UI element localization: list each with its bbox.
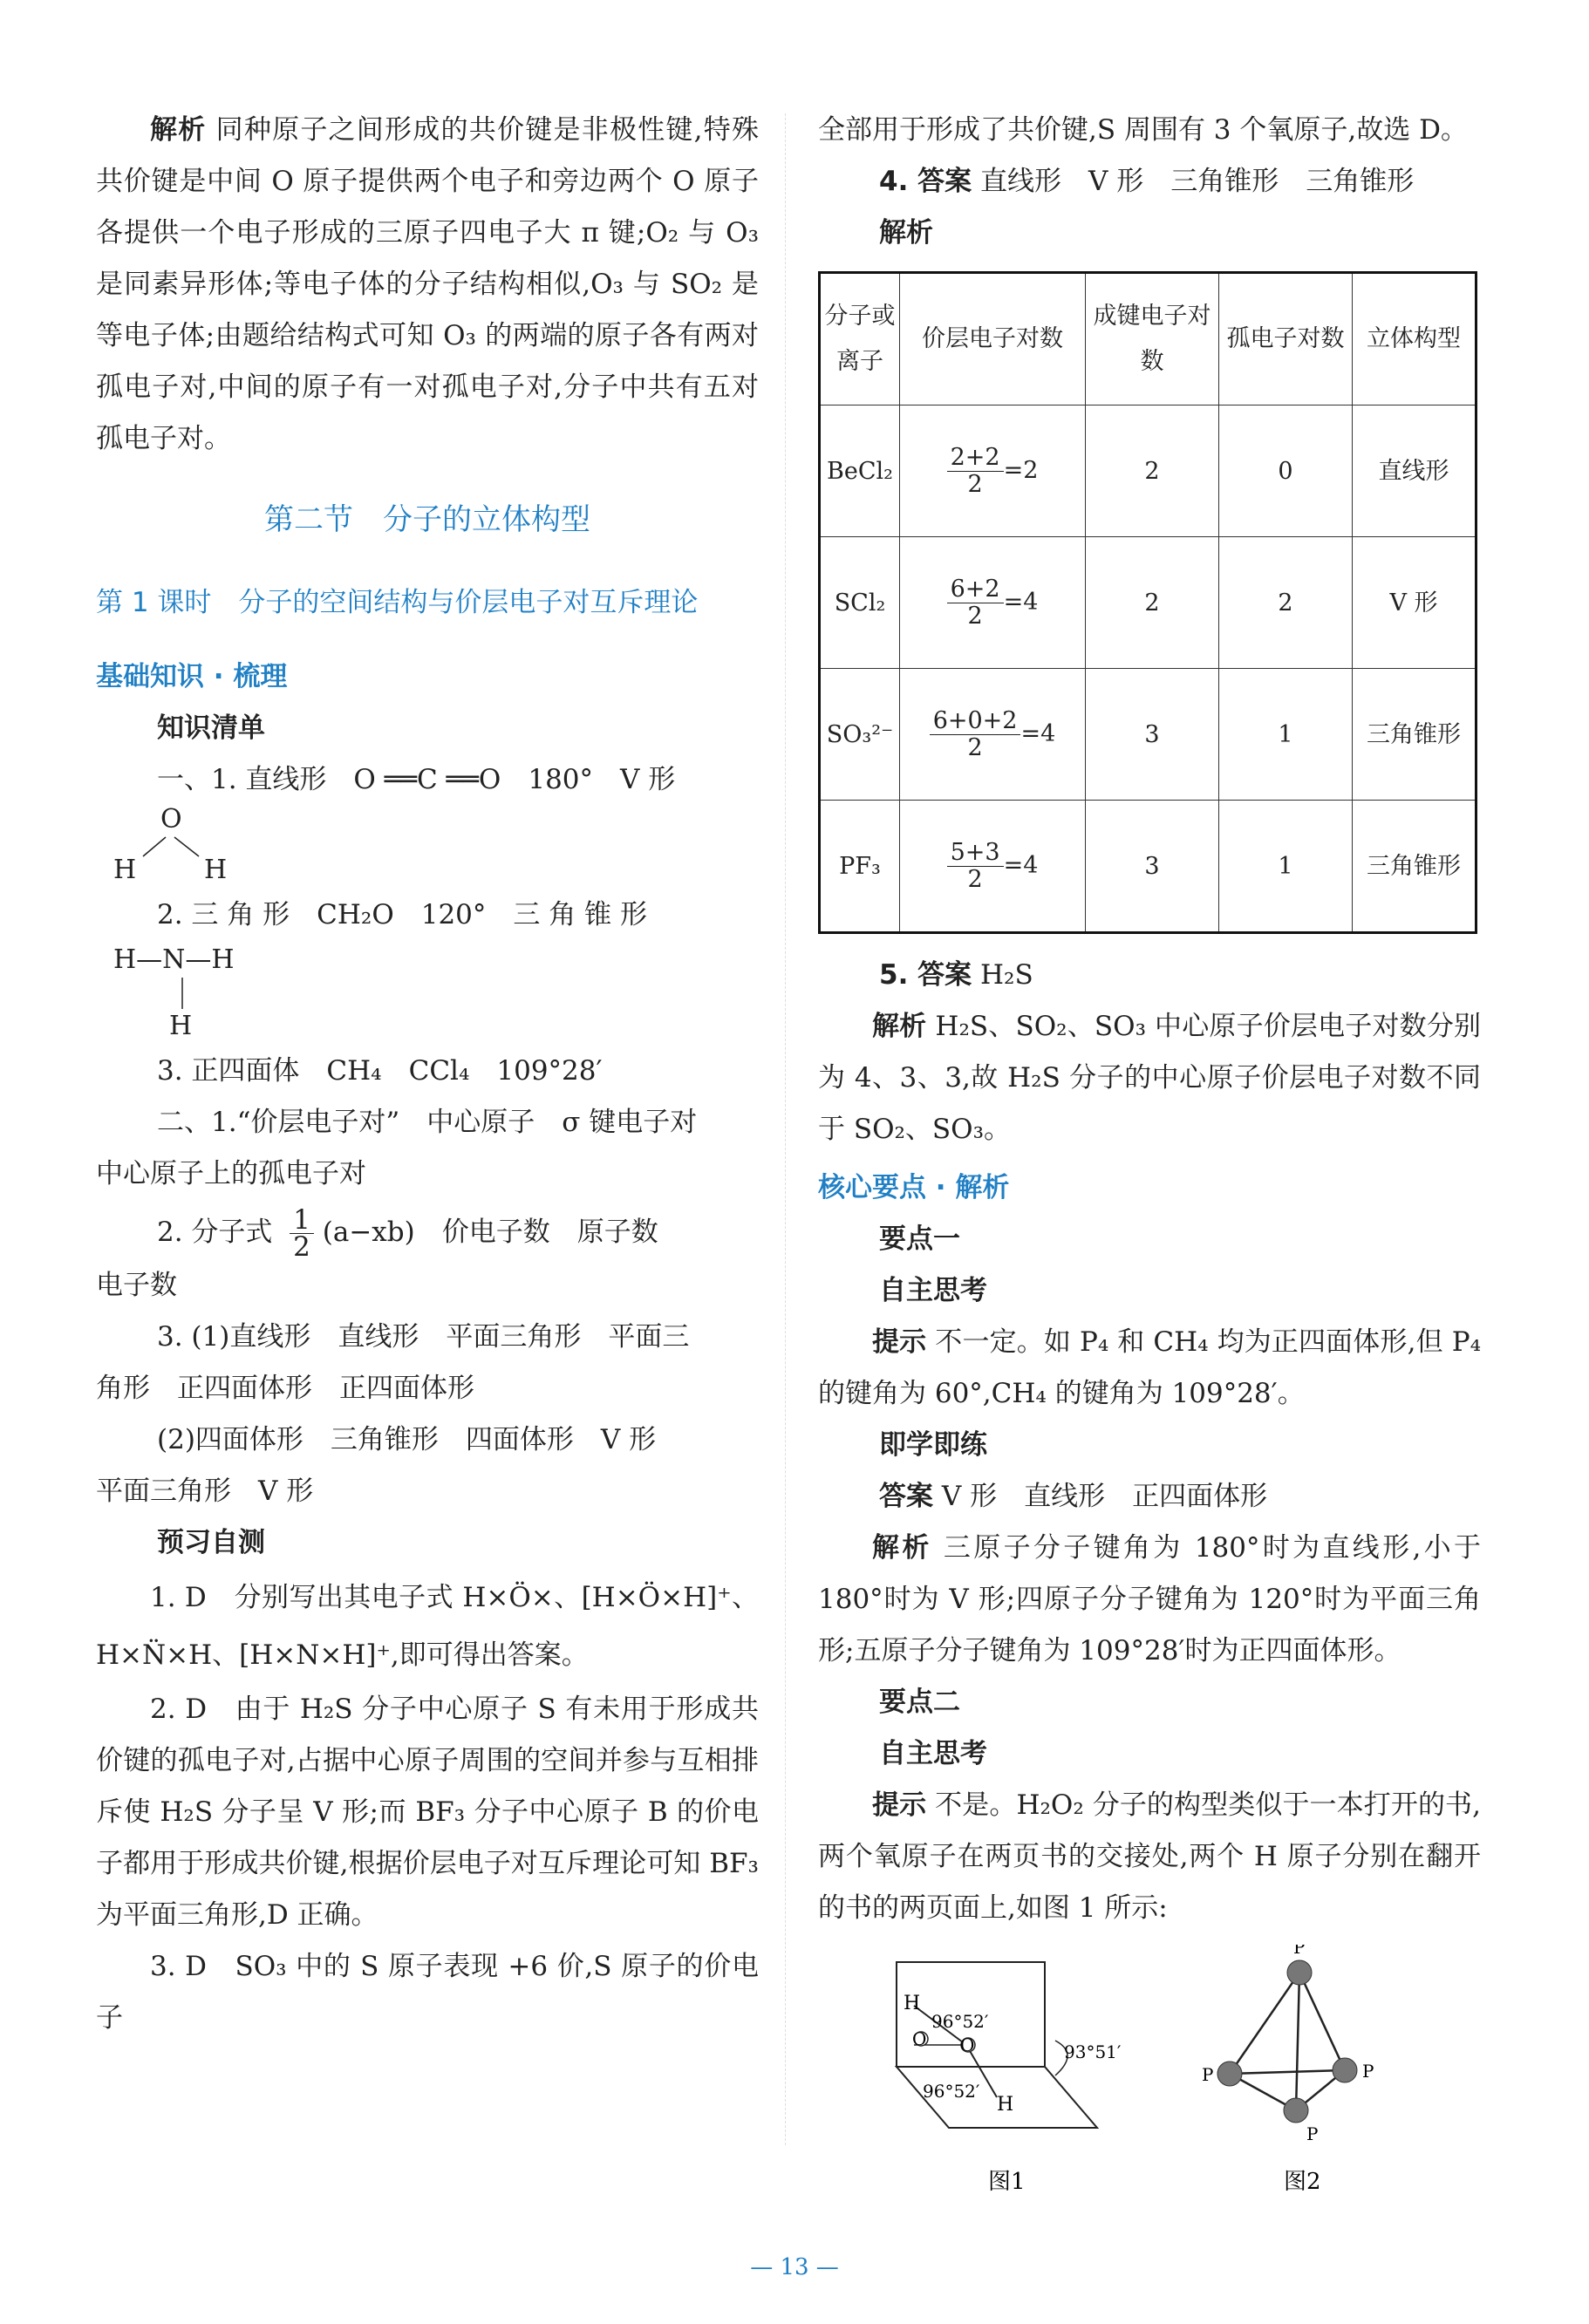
hint-1-text: 不一定。如 P₄ 和 CH₄ 均为正四面体形,但 P₄ 的键角为 60°,CH₄ 的键角为 109°28′。 [818,1326,1482,1409]
header-valence-pairs: 价层电子对数 [900,273,1086,406]
fig1-h2: H [997,2094,1014,2116]
table-row [820,537,1476,669]
phosphorus-atom [1284,2098,1308,2123]
item-2-1-cont: 中心原子上的孤电子对 [96,1158,366,1189]
item-2-3-cont: 角形 正四面体形 正四面体形 [96,1373,474,1404]
header-lone-pairs: 孤电子对数 [1219,273,1353,406]
cell-valence-pairs [900,537,1086,669]
analysis-text: 同种原子之间形成的共价键是非极性键,特殊共价键是中间 O 原子提供两个电子和旁边两个 O 原子各提供一个电子形成的三原子四电子大 π 键;O₂ 与 O₃ 是同素异形体;等电子体的分子结构相似,O₃ 与 SO₂ 是等电子体;由题给结构式可知 O₃ 的两端的原子各有两对孤电子对,中间的原子有一对孤电子对,分子中共有五对孤电子对。 [96,114,760,454]
frac-num: 1 [290,1207,314,1234]
lesson-title: 第 1 课时 分子的空间结构与价层电子对互斥理论 [96,587,699,618]
q5-analysis [818,1001,1481,1155]
hint-1-label: 提示 [872,1326,927,1358]
question-5 [818,950,1481,1001]
item-2-3b: (2)四面体形 三角锥形 四面体形 V 形 [157,1424,657,1455]
q5-label: 5. 答案 [879,959,972,991]
p4-tetrahedron-diagram [1202,1945,1374,2195]
p-left-label: P [1202,2064,1214,2085]
self-think-2: 自主思考 [879,1738,987,1769]
frac-result: =4 [1020,719,1056,747]
self-think-1: 自主思考 [879,1275,987,1306]
practice-analysis-label: 解析 [872,1532,932,1564]
right-column [818,105,1481,1934]
hint-2 [818,1780,1481,1934]
item-1-2: 2. 三 角 形 CH₂O 120° 三 角 锥 形 [157,899,647,930]
cell-shape: 三角锥形 [1353,669,1476,801]
water-h2: H [204,855,228,885]
o3-analysis [96,105,759,465]
ammonia-structure [96,941,759,1046]
water-o: O [160,804,182,835]
cell-bond-pairs: 3 [1086,669,1219,801]
water-structure [96,806,759,889]
cell-species: SO₃²⁻ [820,669,900,801]
item-2-2-prefix: 2. 分子式 [157,1217,273,1248]
hint-1 [818,1317,1481,1420]
basic-knowledge-heading: 基础知识 · 梳理 [96,661,288,692]
ammonia-h: H [169,1011,193,1041]
cell-valence-pairs [900,801,1086,933]
frac-result: =4 [1003,851,1039,879]
frac-result: =2 [1003,456,1039,484]
q4-label: 4. 答案 [879,166,972,197]
cell-valence-pairs [900,669,1086,801]
figures [818,1945,1481,2206]
table-row [820,801,1476,933]
question-3: 3. D SO₃ 中的 S 原子表现 +6 价,S 原子的价电子 [96,1951,759,2034]
page-number-value: 13 [780,2254,809,2280]
cell-species: PF₃ [820,801,900,933]
table-row [820,406,1476,537]
vsepr-table [818,271,1477,934]
hint-2-label: 提示 [872,1789,927,1821]
fig1-h1: H [904,1993,921,2014]
header-species: 分子或离子 [820,273,900,406]
cell-bond-pairs: 3 [1086,801,1219,933]
h2o2-book-diagram [897,1962,1122,2195]
cell-shape: V 形 [1353,537,1476,669]
practice-heading: 即学即练 [879,1429,987,1461]
left-column [96,105,759,2044]
cell-shape: 三角锥形 [1353,801,1476,933]
preview-heading: 预习自测 [157,1527,265,1558]
p-top-label: P [1293,1945,1306,1958]
cell-lone-pairs: 2 [1219,537,1353,669]
item-2-2 [96,1204,759,1263]
cell-species: BeCl₂ [820,406,900,537]
hint-2-text: 不是。H₂O₂ 分子的构型类似于一本打开的书,两个氧原子在两页书的交接处,两个 H 原子分别在翻开的书的两页面上,如图 1 所示: [818,1789,1482,1924]
section-title: 第二节 分子的立体构型 [264,502,590,537]
cell-lone-pairs: 1 [1219,801,1353,933]
question-1: 1. D 分别写出其电子式 H×Ö×、[H×Ö×H]⁺、H×N̈×H、[H×N×H]⁺,即可得出答案。 [96,1582,759,1671]
fig1-o2: O [960,2034,975,2055]
p-right-label: P [1362,2061,1374,2082]
analysis-label: 解析 [150,114,207,146]
fig2-caption: 图2 [1284,2169,1321,2195]
cell-bond-pairs: 2 [1086,406,1219,537]
ammonia-row: H—N—H [113,944,235,975]
question-2: 2. D 由于 H₂S 分子中心原子 S 有未用于形成共价键的孤电子对,占据中心原子周围的空间并参与互相排斥使 H₂S 分子呈 V 形;而 BF₃ 分子中心原子 B 的价电子都用于形成共价键,根据价层电子对互斥理论可知 BF₃ 为平面三角形,D 正确。 [96,1694,759,1931]
frac-num: 6+0+2 [930,708,1021,735]
cell-shape: 直线形 [1353,406,1476,537]
frac-num: 6+2 [947,576,1004,603]
q5-analysis-label: 解析 [872,1011,927,1042]
frac-den: 2 [967,733,983,761]
phosphorus-atom [1217,2062,1242,2086]
key-point-1: 要点一 [879,1223,960,1255]
fig1-angle2: 96°52′ [923,2081,980,2102]
fig1-o1: O [912,2028,927,2049]
q4-analysis-label: 解析 [879,217,933,249]
column-divider [785,113,787,2145]
answer-text: V 形 直线形 正四面体形 [941,1481,1268,1512]
cell-species: SCl₂ [820,537,900,669]
item-1-3: 3. 正四面体 CH₄ CCl₄ 109°28′ [157,1055,603,1087]
practice-answer [818,1471,1481,1523]
water-h1: H [113,855,137,885]
frac-den: 2 [967,470,983,498]
key-point-2: 要点二 [879,1687,960,1718]
frac-den: 2 [967,602,983,630]
item-2-1: 二、1.“价层电子对” 中心原子 σ 键电子对 [157,1107,698,1138]
item-2-2-cont: 电子数 [96,1270,177,1301]
practice-analysis-text: 三原子分子键角为 180°时为直线形,小于 180°时为 V 形;四原子分子键角为 120°时为平面三角形;五原子分子键角为 109°28′时为正四面体形。 [818,1532,1482,1666]
knowledge-list-heading: 知识清单 [157,712,265,744]
frac-result: =4 [1003,588,1039,616]
table-row [820,669,1476,801]
q4-answer: 直线形 V 形 三角锥形 三角锥形 [980,166,1415,197]
core-points-heading: 核心要点 · 解析 [818,1172,1010,1203]
practice-analysis [818,1523,1481,1677]
cell-valence-pairs [900,406,1086,537]
cell-lone-pairs: 0 [1219,406,1353,537]
frac-den: 2 [967,865,983,893]
item-2-3: 3. (1)直线形 直线形 平面三角形 平面三 [157,1321,690,1353]
item-1-1: 一、1. 直线形 O ══C ══O 180° V 形 [157,764,676,795]
half-fraction [290,1204,314,1263]
table-header-row [820,273,1476,406]
header-bond-pairs: 成键电子对数 [1086,273,1219,406]
phosphorus-atom [1287,1960,1312,1985]
question-4 [818,156,1481,208]
frac-num: 5+3 [947,840,1004,867]
phosphorus-atom [1333,2058,1357,2082]
fig1-caption: 图1 [988,2169,1026,2195]
frac-den: 2 [293,1231,310,1263]
question-3-cont: 全部用于形成了共价键,S 周围有 3 个氧原子,故选 D。 [818,114,1468,146]
fig1-angle1: 96°52′ [931,2011,989,2032]
cell-bond-pairs: 2 [1086,537,1219,669]
answer-label: 答案 [879,1481,933,1512]
h2o2-and-p4-diagrams [818,1945,1481,2206]
p-bottom-label: P [1306,2123,1319,2144]
fig1-angle3: 93°51′ [1064,2041,1122,2062]
q5-analysis-text: H₂S、SO₂、SO₃ 中心原子价层电子对数分别为 4、3、3,故 H₂S 分子的中心原子价层电子对数不同于 SO₂、SO₃。 [818,1011,1482,1145]
page-number: — 13 — [750,2254,839,2280]
cell-lone-pairs: 1 [1219,669,1353,801]
q5-answer: H₂S [980,959,1033,991]
frac-num: 2+2 [947,445,1004,472]
item-2-2-suffix: (a−xb) 价电子数 原子数 [322,1217,658,1248]
header-shape: 立体构型 [1353,273,1476,406]
item-2-3b-cont: 平面三角形 V 形 [96,1476,314,1507]
